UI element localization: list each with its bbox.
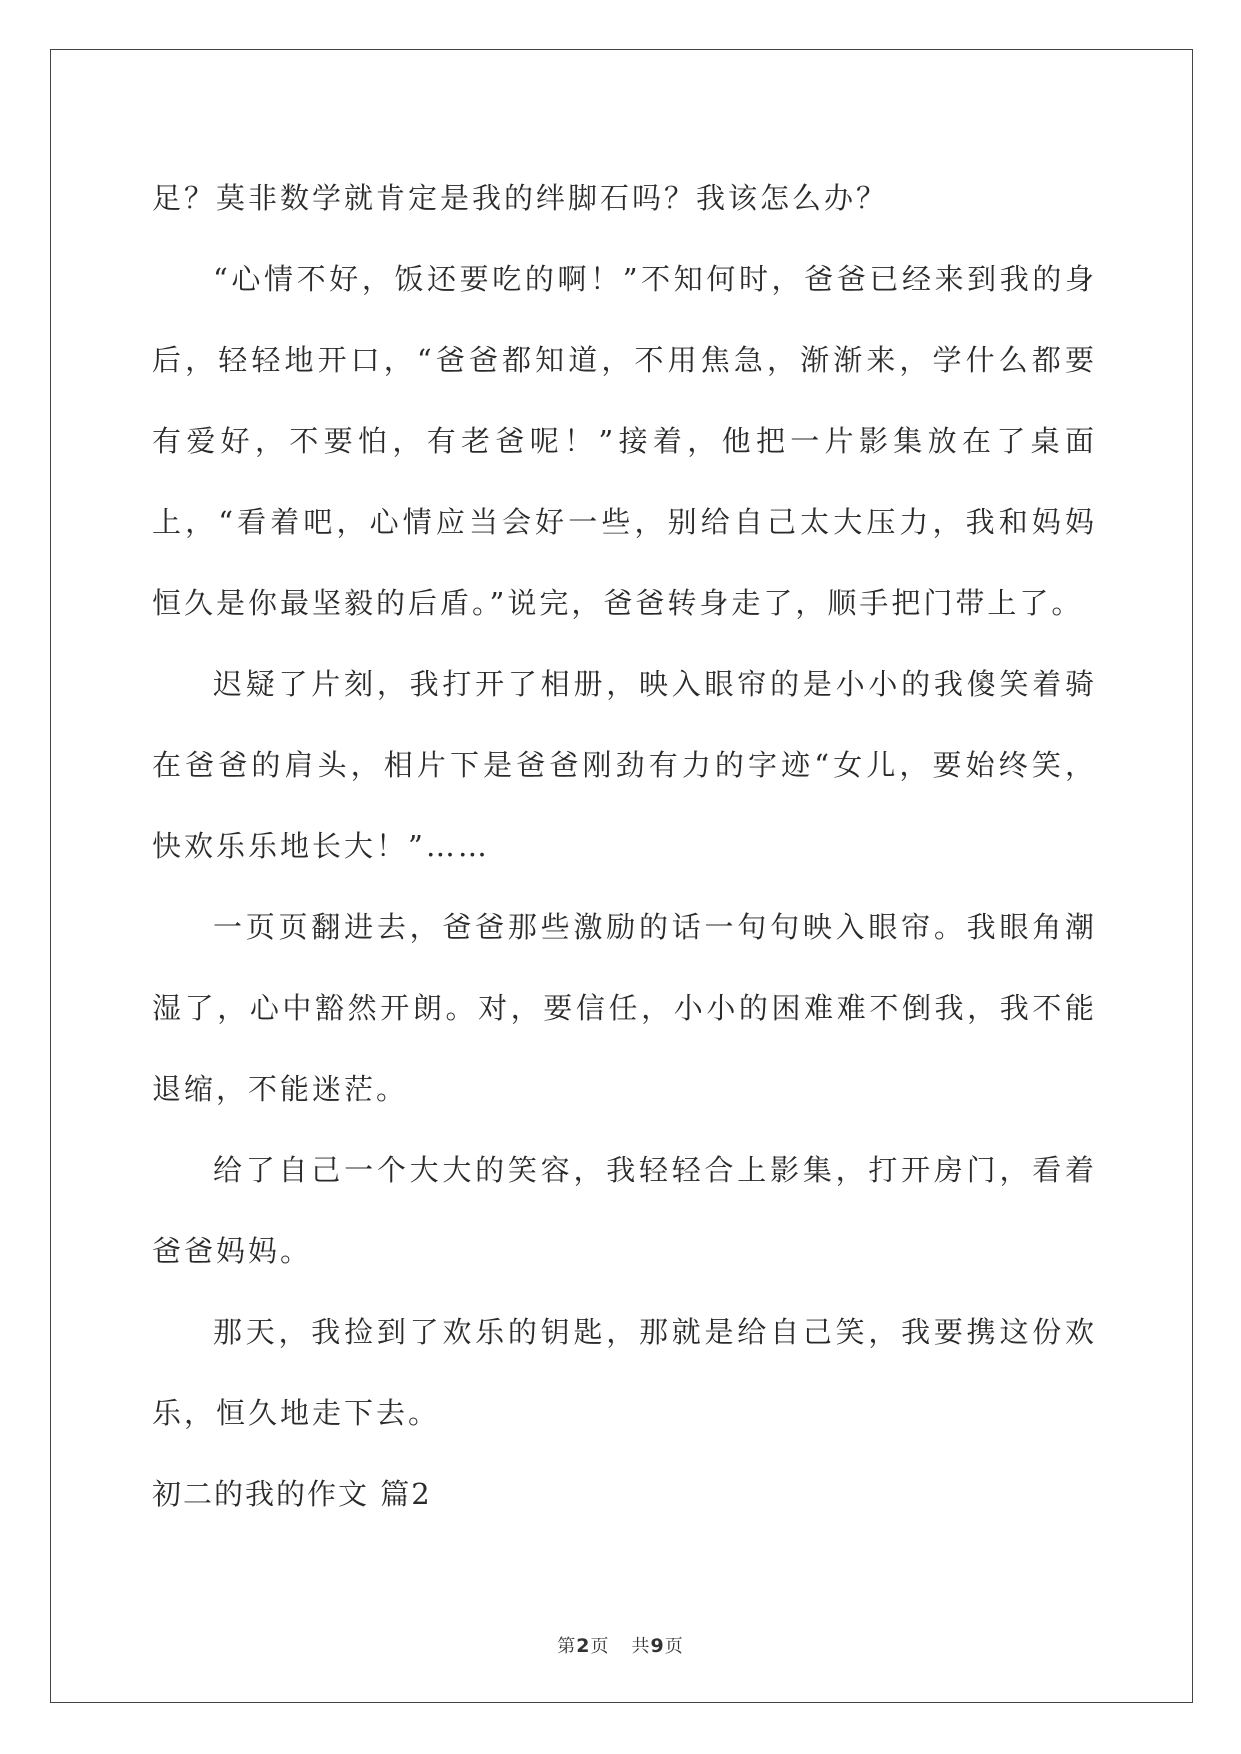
document-body: [152, 158, 1097, 1535]
footer-current-page: 2: [576, 1635, 591, 1657]
footer-page-suffix: 页: [590, 1636, 610, 1657]
paragraph-5: 给了自己一个大大的笑容，我轻轻合上影集，打开房门，看着爸爸妈妈。: [152, 1153, 1097, 1268]
paragraph-1: 足？莫非数学就肯定是我的绊脚石吗？我该怎么办？: [152, 181, 889, 215]
footer-page-prefix: 第: [557, 1636, 577, 1657]
paragraph-4: 一页页翻进去，爸爸那些激励的话一句句映入眼帘。我眼角潮湿了，心中豁然开朗。对，要信任，小小的困难难不倒我，我不能退缩，不能迷茫。: [152, 910, 1097, 1106]
paragraph-3: 迟疑了片刻，我打开了相册，映入眼帘的是小小的我傻笑着骑在爸爸的肩头，相片下是爸爸刚劲有力的字迹“女儿，要始终笑，快欢乐乐地长大！”……: [152, 667, 1097, 863]
paragraph-6: 那天，我捡到了欢乐的钥匙，那就是给自己笑，我要携这份欢乐，恒久地走下去。: [152, 1315, 1097, 1430]
footer-total-prefix: 共: [631, 1636, 651, 1657]
footer-total-pages: 9: [650, 1635, 665, 1657]
footer-total-suffix: 页: [664, 1636, 684, 1657]
section-heading: 初二的我的作文 篇2: [152, 1477, 432, 1511]
page-footer: [0, 1632, 1241, 1658]
paragraph-2: “心情不好，饭还要吃的啊！”不知何时，爸爸已经来到我的身后，轻轻地开口，“爸爸都知道，不用焦急，渐渐来，学什么都要有爱好，不要怕，有老爸呢！”接着，他把一片影集放在了桌面上，“看着吧，心情应当会好一些，别给自己太大压力，我和妈妈恒久是你最坚毅的后盾。”说完，爸爸转身走了，顺手把门带上了。: [152, 262, 1097, 620]
